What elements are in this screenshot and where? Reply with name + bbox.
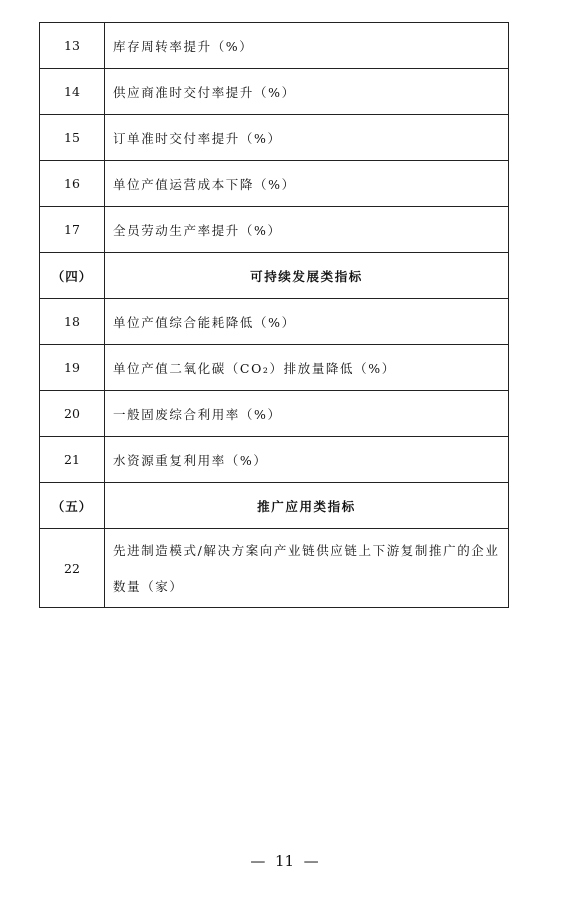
row-number: 15 [40, 115, 105, 161]
section-title: 可持续发展类指标 [105, 253, 509, 299]
row-number: 16 [40, 161, 105, 207]
row-indicator: 单位产值运营成本下降（%） [105, 161, 509, 207]
section-number: （四） [40, 253, 105, 299]
row-number: 14 [40, 69, 105, 115]
table-row [40, 161, 509, 207]
row-number: 20 [40, 391, 105, 437]
row-number: 17 [40, 207, 105, 253]
row-number: 21 [40, 437, 105, 483]
table-row [40, 115, 509, 161]
row-indicator: 单位产值二氧化碳（CO₂）排放量降低（%） [105, 345, 509, 391]
indicator-table [39, 22, 509, 608]
table-row [40, 299, 509, 345]
table-row [40, 391, 509, 437]
table-row [40, 23, 509, 69]
table-row [40, 437, 509, 483]
row-number: 18 [40, 299, 105, 345]
row-indicator: 库存周转率提升（%） [105, 23, 509, 69]
row-indicator: 先进制造模式/解决方案向产业链供应链上下游复制推广的企业数量（家） [105, 529, 509, 608]
row-indicator: 一般固废综合利用率（%） [105, 391, 509, 437]
row-number: 19 [40, 345, 105, 391]
table-row [40, 529, 509, 608]
section-title: 推广应用类指标 [105, 483, 509, 529]
row-indicator: 订单准时交付率提升（%） [105, 115, 509, 161]
section-header-row [40, 253, 509, 299]
row-indicator: 供应商准时交付率提升（%） [105, 69, 509, 115]
table-row [40, 345, 509, 391]
table-row [40, 207, 509, 253]
page-number: — 11 — [250, 852, 319, 870]
row-number: 13 [40, 23, 105, 69]
table-row [40, 69, 509, 115]
row-indicator: 单位产值综合能耗降低（%） [105, 299, 509, 345]
section-header-row [40, 483, 509, 529]
row-indicator: 全员劳动生产率提升（%） [105, 207, 509, 253]
row-number: 22 [40, 529, 105, 608]
row-indicator: 水资源重复利用率（%） [105, 437, 509, 483]
section-number: （五） [40, 483, 105, 529]
